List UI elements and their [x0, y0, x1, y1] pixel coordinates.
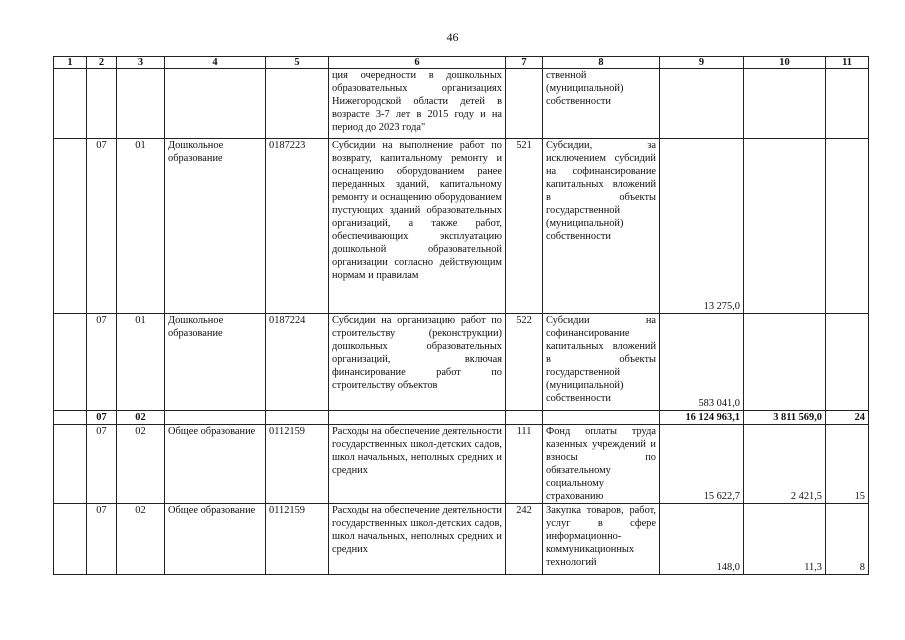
table-row	[54, 504, 869, 575]
amount-10-cell	[744, 314, 826, 411]
target-code-cell: 0112159	[266, 504, 329, 575]
table-row	[54, 139, 869, 314]
header-cell-11: 11	[826, 57, 869, 69]
table-row	[54, 69, 869, 139]
header-cell-4: 4	[165, 57, 266, 69]
header-cell-9: 9	[660, 57, 744, 69]
amount-11-cell	[826, 314, 869, 411]
amount-10-cell: 2 421,5	[744, 425, 826, 504]
subtotal-row	[54, 411, 869, 425]
expense-type-cell: 521	[506, 139, 543, 314]
section-cell: 07	[87, 504, 117, 575]
amount-11-cell: 8	[826, 504, 869, 575]
col-1-cell	[54, 411, 87, 425]
subsection-cell	[117, 69, 165, 139]
header-cell-1: 1	[54, 57, 87, 69]
purpose-cell: Субсидии на организацию работ по строительству (реконструкции) дошкольных образовательных организаций, включая финансирование работ по строительству объектов	[329, 314, 506, 411]
purpose-cell: ция очередности в дошкольных образовательных организациях Нижегородской области детей в возрасте 3-7 лет в 2015 году и на период до 2023 года"	[329, 69, 506, 139]
section-name-cell: Дошкольное образование	[165, 139, 266, 314]
amount-10-cell	[744, 69, 826, 139]
amount-9-cell: 13 275,0	[660, 139, 744, 314]
expense-name-cell	[543, 411, 660, 425]
expense-name-cell: Фонд оплаты труда казенных учреждений и взносы по обязательному социальному страхованию	[543, 425, 660, 504]
section-name-cell: Общее образование	[165, 425, 266, 504]
subsection-cell: 02	[117, 411, 165, 425]
purpose-cell: Расходы на обеспечение деятельности государственных школ-детских садов, школ начальных, неполных средних и средних	[329, 425, 506, 504]
expense-type-cell	[506, 69, 543, 139]
col-1-cell	[54, 69, 87, 139]
amount-9-cell	[660, 69, 744, 139]
subsection-cell: 02	[117, 425, 165, 504]
section-name-cell: Общее образование	[165, 504, 266, 575]
expense-type-cell: 111	[506, 425, 543, 504]
target-code-cell: 0112159	[266, 425, 329, 504]
amount-9-cell: 583 041,0	[660, 314, 744, 411]
expense-type-cell: 522	[506, 314, 543, 411]
section-cell: 07	[87, 411, 117, 425]
purpose-cell: Субсидии на выполнение работ по возврату, капитальному ремонту и оснащению оборудованием ранее переданных зданий, капитальному ремонту и оснащению оборудованием пустующих зданий образовательных организаций, а также работ, обеспечивающих эксплуатацию дошкольной образовательной организации согласно действующим нормам и правилам	[329, 139, 506, 314]
amount-11-cell	[826, 139, 869, 314]
section-cell: 07	[87, 139, 117, 314]
col-1-cell	[54, 139, 87, 314]
purpose-cell: Расходы на обеспечение деятельности государственных школ-детских садов, школ начальных, неполных средних и средних	[329, 504, 506, 575]
amount-9-cell: 15 622,7	[660, 425, 744, 504]
subsection-cell: 01	[117, 314, 165, 411]
section-cell: 07	[87, 425, 117, 504]
header-cell-3: 3	[117, 57, 165, 69]
section-name-cell	[165, 411, 266, 425]
header-cell-5: 5	[266, 57, 329, 69]
budget-table	[53, 56, 869, 575]
amount-10-cell	[744, 139, 826, 314]
expense-type-cell: 242	[506, 504, 543, 575]
header-cell-7: 7	[506, 57, 543, 69]
col-1-cell	[54, 314, 87, 411]
section-cell: 07	[87, 314, 117, 411]
header-cell-6: 6	[329, 57, 506, 69]
page-number: 46	[446, 30, 459, 44]
expense-name-cell: Субсидии, за исключением субсидий на софинансирование капитальных вложений в объекты государственной (муниципальной) собственности	[543, 139, 660, 314]
header-cell-10: 10	[744, 57, 826, 69]
amount-11-cell: 24	[826, 411, 869, 425]
target-code-cell: 0187223	[266, 139, 329, 314]
amount-11-cell	[826, 69, 869, 139]
header-cell-8: 8	[543, 57, 660, 69]
amount-10-cell: 3 811 569,0	[744, 411, 826, 425]
section-name-cell	[165, 69, 266, 139]
subsection-cell: 02	[117, 504, 165, 575]
section-name-cell: Дошкольное образование	[165, 314, 266, 411]
expense-name-cell: ственной (муниципальной) собственности	[543, 69, 660, 139]
section-cell	[87, 69, 117, 139]
header-row	[54, 57, 869, 69]
col-1-cell	[54, 425, 87, 504]
amount-11-cell: 15	[826, 425, 869, 504]
table-row	[54, 425, 869, 504]
amount-9-cell: 148,0	[660, 504, 744, 575]
subsection-cell: 01	[117, 139, 165, 314]
amount-9-cell: 16 124 963,1	[660, 411, 744, 425]
col-1-cell	[54, 504, 87, 575]
target-code-cell	[266, 411, 329, 425]
expense-type-cell	[506, 411, 543, 425]
purpose-cell	[329, 411, 506, 425]
table-row	[54, 314, 869, 411]
amount-10-cell: 11,3	[744, 504, 826, 575]
target-code-cell	[266, 69, 329, 139]
header-cell-2: 2	[87, 57, 117, 69]
target-code-cell: 0187224	[266, 314, 329, 411]
expense-name-cell: Субсидии на софинансирование капитальных вложений в объекты государственной (муниципальной) собственности	[543, 314, 660, 411]
expense-name-cell: Закупка товаров, работ, услуг в сфере информационно-коммуникационных технологий	[543, 504, 660, 575]
